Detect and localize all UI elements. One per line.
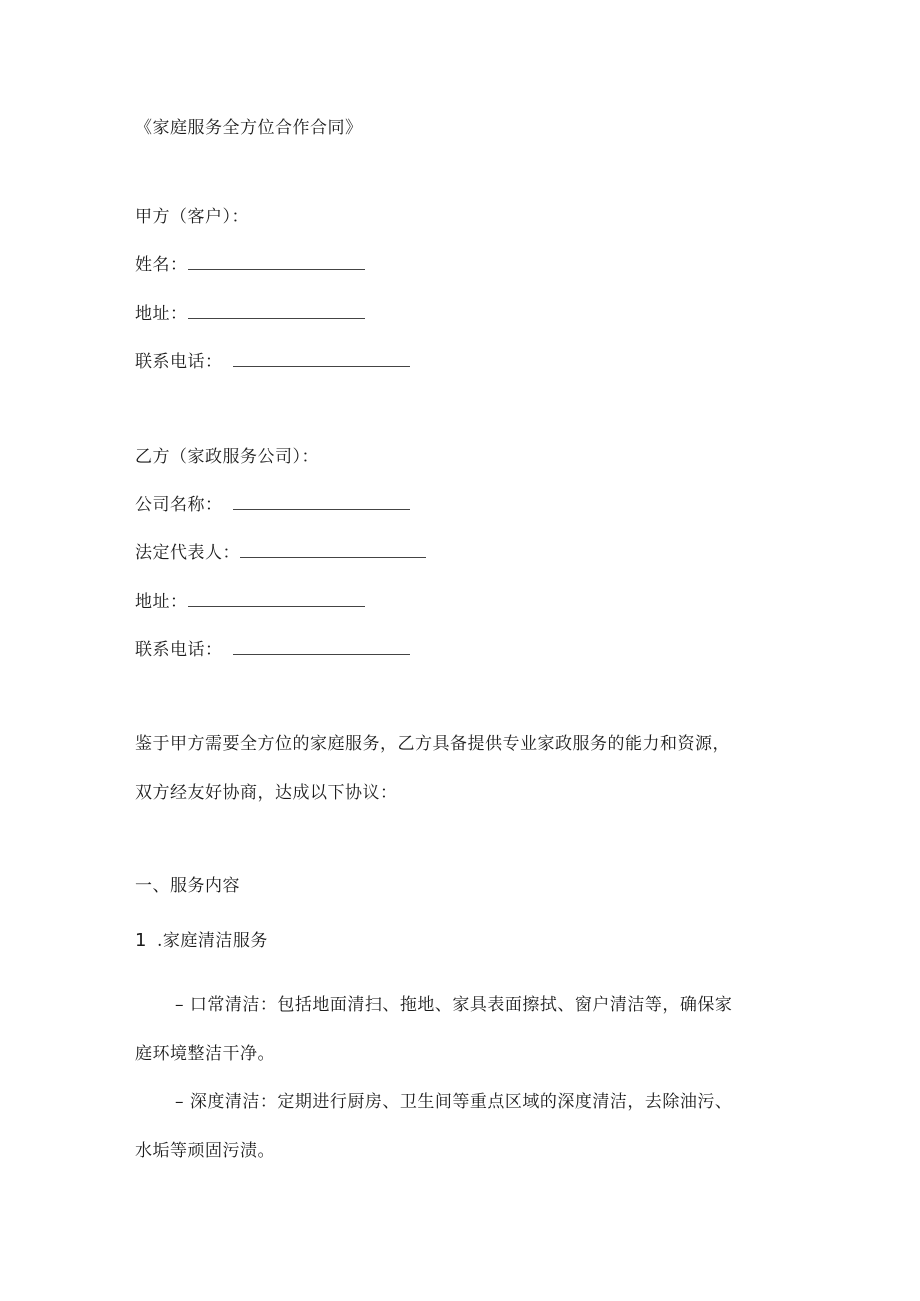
party-b-address-row [135, 590, 365, 614]
party-b-company-blank[interactable] [233, 493, 410, 510]
party-b-phone-label: 联系电话： [135, 640, 223, 660]
party-a-name-label: 姓名： [135, 255, 188, 275]
party-a-heading: 甲方（客户）： [135, 207, 249, 227]
party-a-address-row [135, 302, 365, 326]
party-b-company-row [135, 493, 410, 517]
party-b-company-label: 公司名称： [135, 495, 223, 515]
item-1-title: .家庭清洁服务 [156, 931, 268, 951]
party-b-rep-blank[interactable] [240, 541, 426, 558]
party-b-heading: 乙方（家政服务公司）： [135, 447, 319, 467]
bullet-deep-line-2: 水垢等顽固污渍。 [135, 1141, 275, 1161]
bullet-daily-line-1: – 口常清洁：包括地面清扫、拖地、家具表面擦拭、窗户清洁等，确保家 [175, 995, 733, 1015]
party-a-phone-label: 联系电话： [135, 352, 223, 372]
party-a-address-blank[interactable] [188, 302, 365, 319]
party-b-phone-blank[interactable] [233, 638, 410, 655]
party-a-name-blank[interactable] [188, 253, 365, 270]
party-b-address-blank[interactable] [188, 590, 365, 607]
bullet-daily-line-2: 庭环境整洁干净。 [135, 1044, 275, 1064]
party-a-address-label: 地址： [135, 304, 188, 324]
party-b-address-label: 地址： [135, 592, 188, 612]
section-1-heading: 一、服务内容 [135, 876, 240, 896]
preamble-line-2: 双方经友好协商，达成以下协议： [135, 783, 398, 803]
party-b-phone-row [135, 638, 410, 662]
party-a-name-row [135, 253, 365, 277]
party-a-phone-row [135, 350, 410, 374]
contract-title: 《家庭服务全方位合作合同》 [135, 118, 363, 138]
party-b-rep-row [135, 541, 426, 565]
bullet-deep-line-1: – 深度清洁：定期进行厨房、卫生间等重点区域的深度清洁，去除油污、 [175, 1092, 733, 1112]
party-b-rep-label: 法定代表人： [135, 543, 240, 563]
party-a-phone-blank[interactable] [233, 350, 410, 367]
item-1-number: 1 [135, 930, 147, 951]
preamble-line-1: 鉴于甲方需要全方位的家庭服务，乙方具备提供专业家政服务的能力和资源， [135, 734, 730, 754]
item-1-heading [135, 929, 268, 953]
